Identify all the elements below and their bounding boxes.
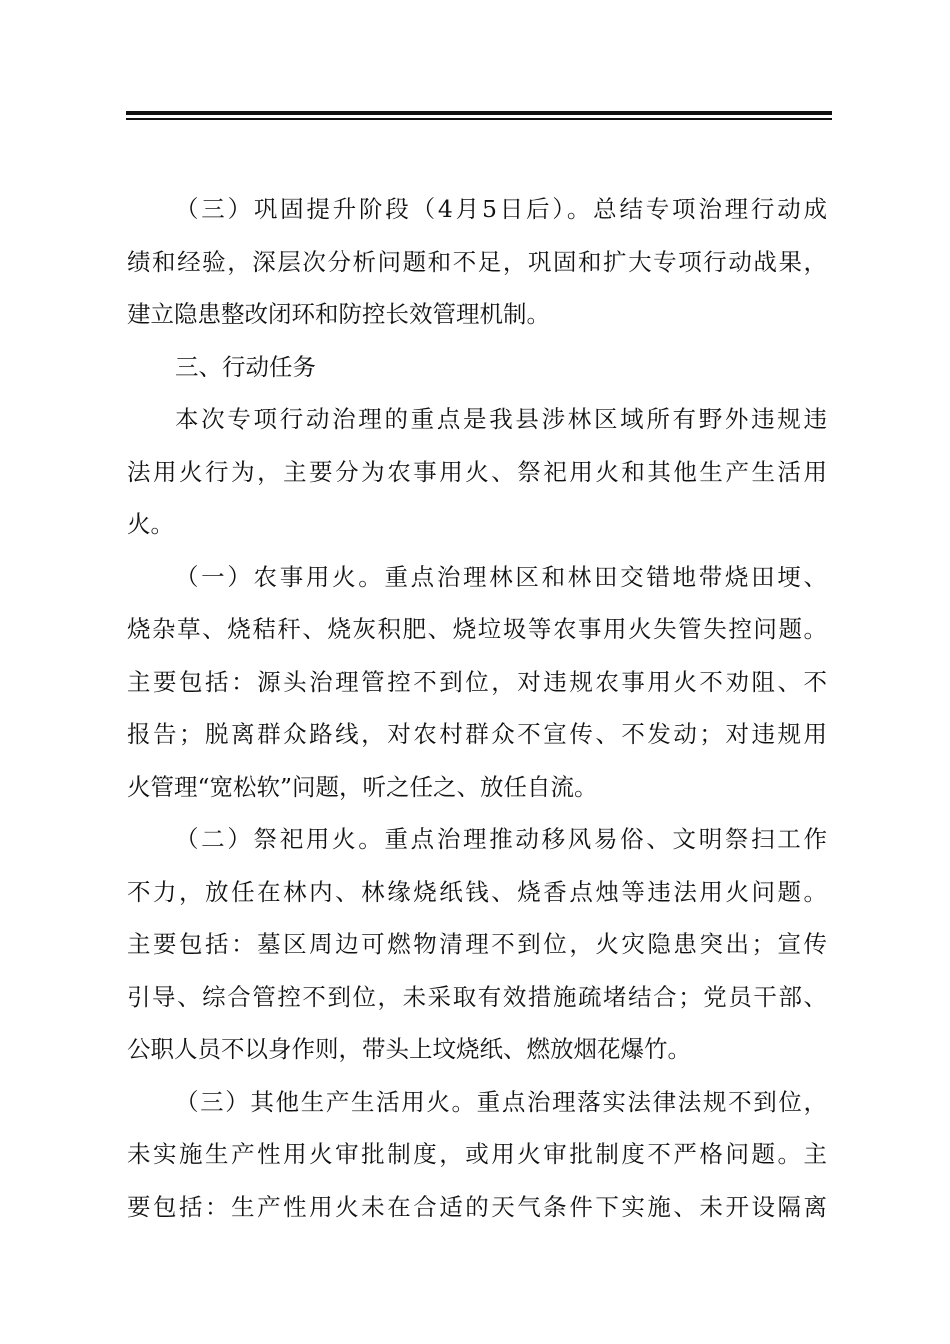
text-line: 本次专项行动治理的重点是我县涉林区域所有野外违规违 [175, 405, 827, 433]
header-rule-thin [126, 118, 832, 120]
text-line: 烧杂草、烧秸秆、烧灰积肥、烧垃圾等农事用火失管失控问题。 [127, 615, 827, 643]
document-body [127, 183, 827, 1233]
text-line: 报告；脱离群众路线，对农村群众不宣传、不发动；对违规用 [127, 720, 827, 748]
text-line: 建立隐患整改闭环和防控长效管理机制。 [127, 300, 550, 328]
text-line: （一）农事用火。重点治理林区和林田交错地带烧田埂、 [175, 562, 827, 591]
text-line: 公职人员不以身作则，带头上坟烧纸、燃放烟花爆竹。 [127, 1035, 691, 1063]
section-heading: 三、行动任务 [175, 352, 316, 381]
text-line: 未实施生产性用火审批制度，或用火审批制度不严格问题。主 [127, 1140, 827, 1168]
text-line: （二）祭祀用火。重点治理推动移风易俗、文明祭扫工作 [175, 825, 827, 853]
text-line: 不力，放任在林内、林缘烧纸钱、烧香点烛等违法用火问题。 [127, 877, 827, 906]
text-line: （三）巩固提升阶段（4月5日后）。总结专项治理行动成 [175, 195, 827, 223]
text-line: 绩和经验，深层次分析问题和不足，巩固和扩大专项行动战果， [127, 247, 827, 276]
text-line: 法用火行为，主要分为农事用火、祭祀用火和其他生产生活用 [127, 457, 827, 486]
text-line: （三）其他生产生活用火。重点治理落实法律法规不到位， [175, 1087, 827, 1116]
text-line: 火管理“宽松软”问题，听之任之、放任自流。 [127, 772, 598, 801]
text-line: 要包括：生产性用火未在合适的天气条件下实施、未开设隔离 [127, 1192, 827, 1221]
header-rule-thick [126, 111, 832, 115]
text-line: 主要包括：源头治理管控不到位，对违规农事用火不劝阻、不 [127, 667, 827, 696]
text-line: 引导、综合管控不到位，未采取有效措施疏堵结合；党员干部、 [127, 982, 827, 1011]
text-line: 主要包括：墓区周边可燃物清理不到位，火灾隐患突出；宣传 [127, 930, 827, 958]
text-line: 火。 [127, 510, 174, 538]
